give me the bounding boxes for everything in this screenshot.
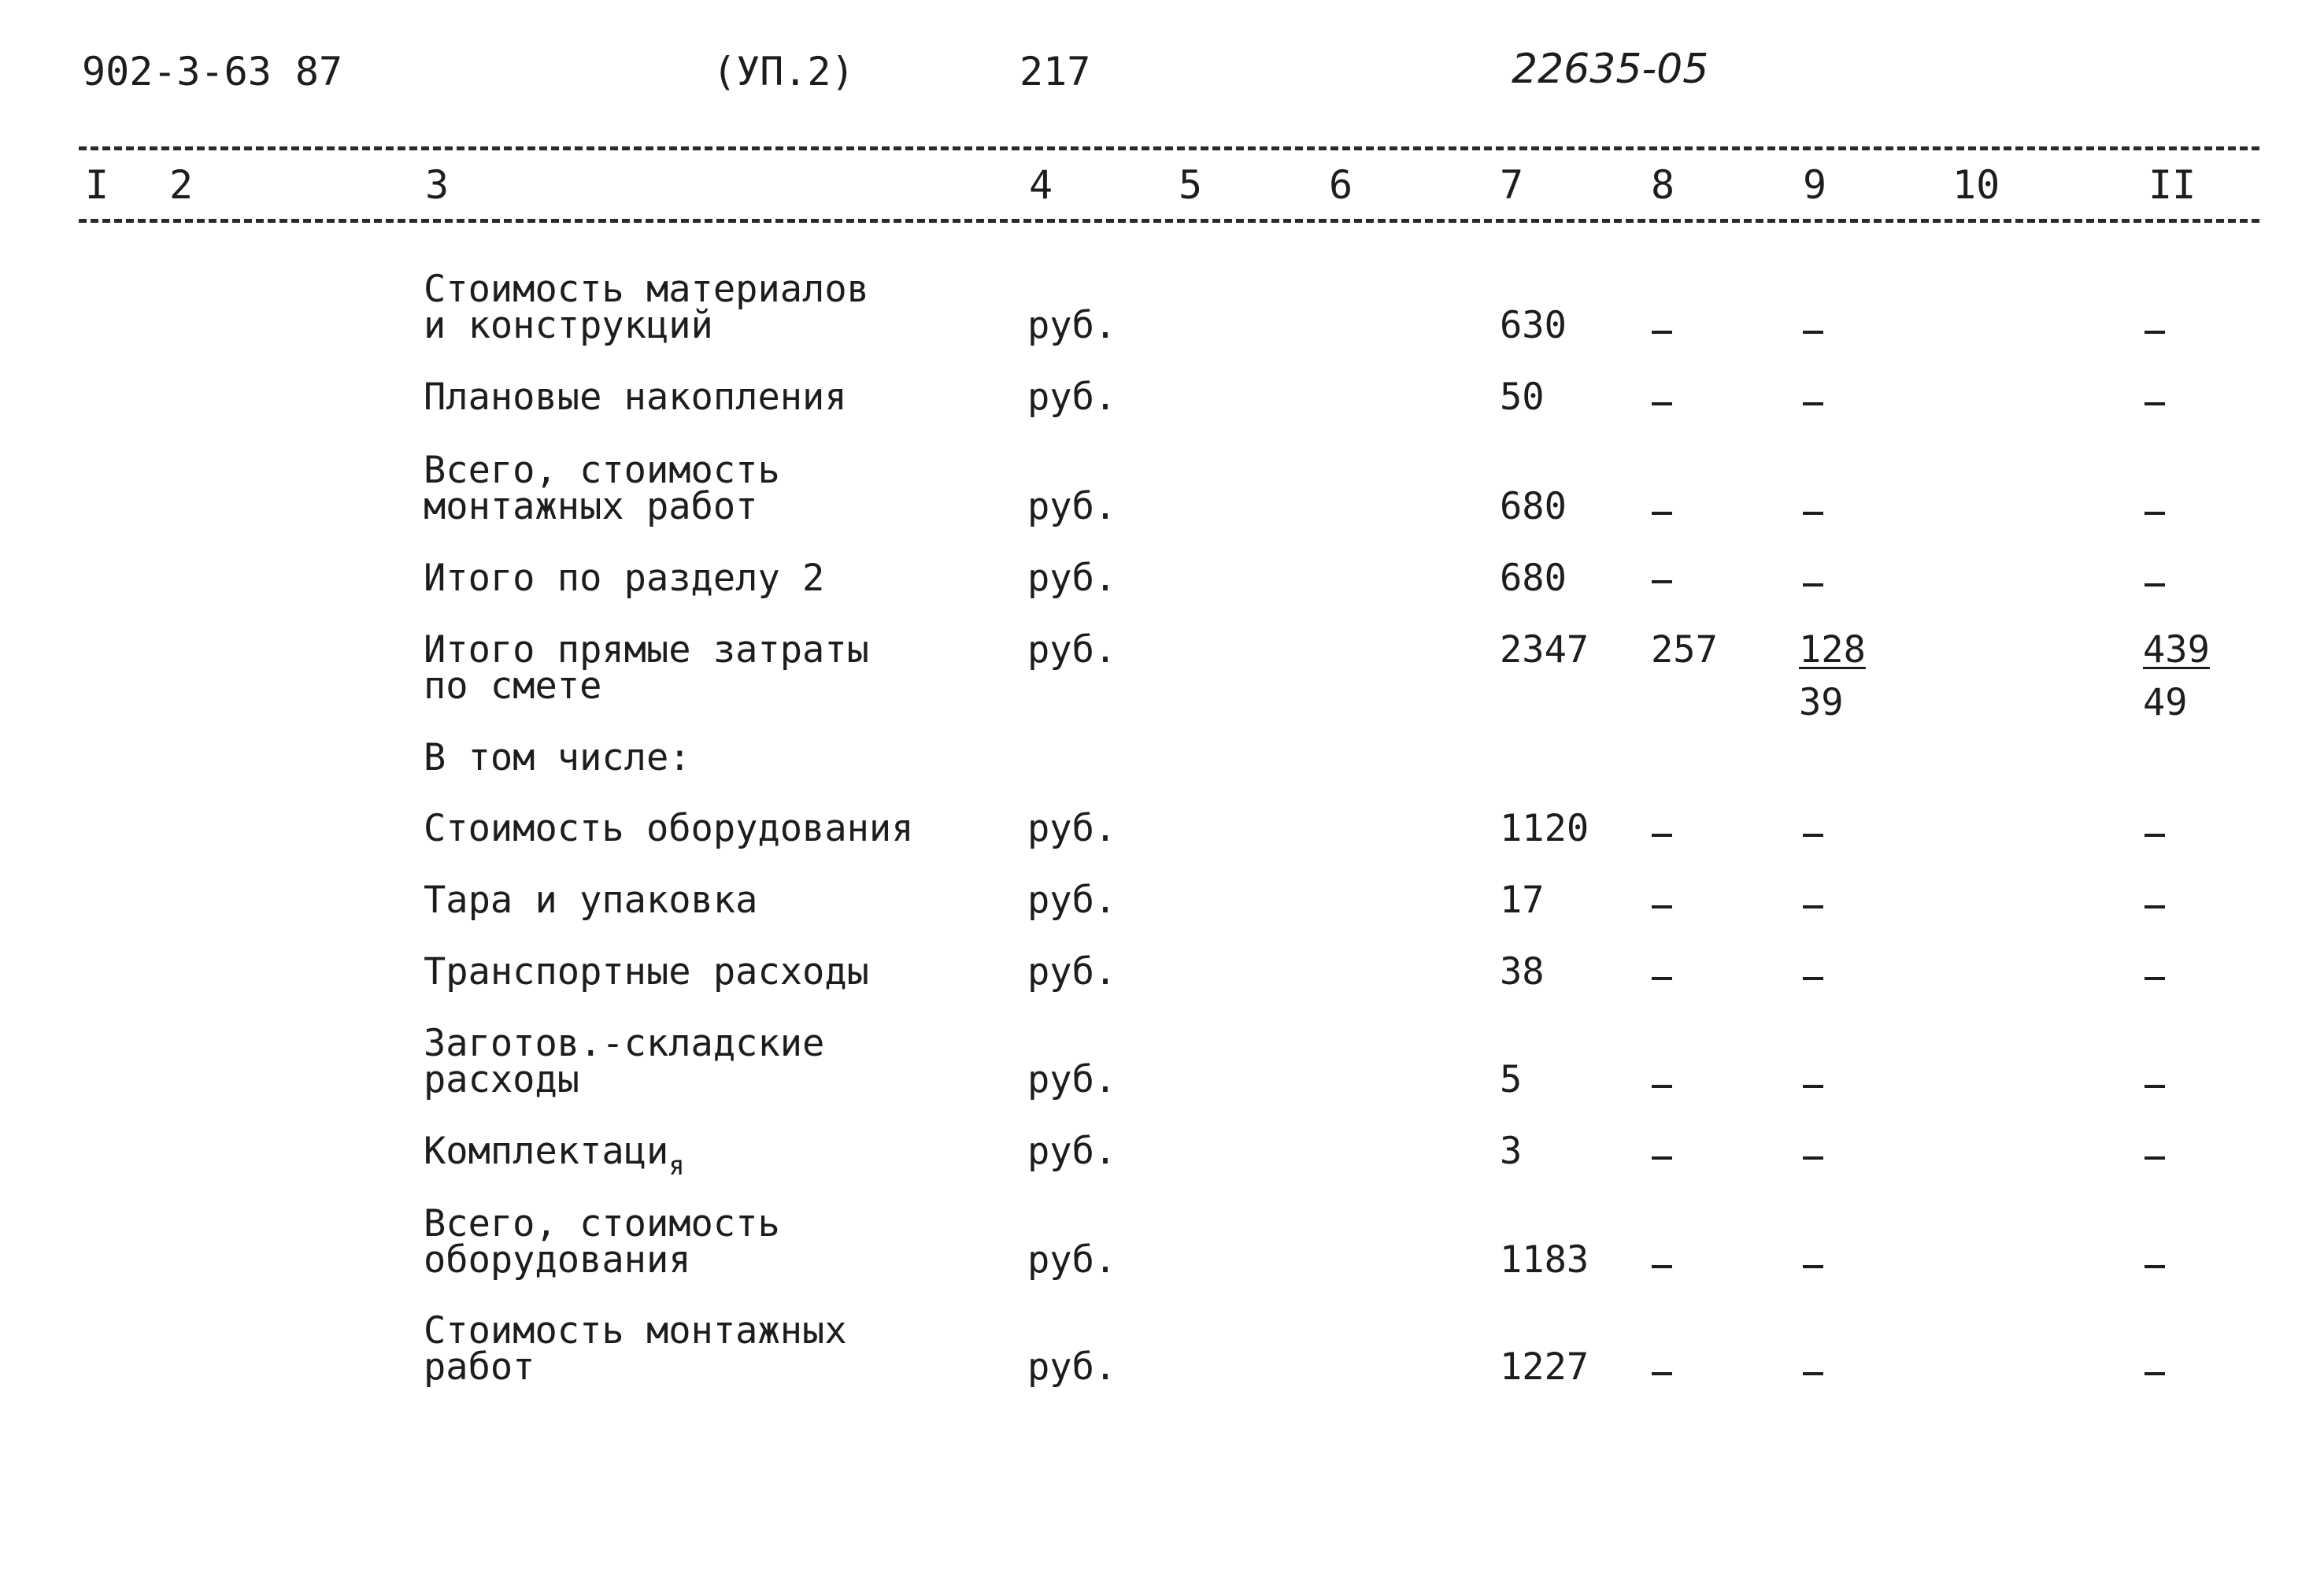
row-unit: руб.	[1027, 557, 1117, 600]
row-col11-value: 439	[2143, 628, 2210, 672]
row-col9-dash	[1803, 977, 1823, 980]
row-name-line: работ	[424, 1345, 535, 1389]
row-col7-value: 5	[1500, 1058, 1523, 1101]
row-col7-value: 680	[1500, 557, 1567, 600]
row-name-line: Стоимость оборудования	[424, 807, 914, 850]
row-col7-value: 2347	[1500, 628, 1589, 672]
row-col11-dash	[2145, 1085, 2165, 1088]
row-col11-subvalue: 49	[2143, 681, 2188, 724]
column-number-6: 6	[1329, 162, 1353, 208]
row-col9-dash	[1803, 512, 1823, 515]
row-col9-dash	[1803, 1156, 1823, 1160]
row-col8-dash	[1652, 1156, 1672, 1160]
row-name-line: Заготов.-складские	[424, 1022, 825, 1065]
column-number-9: 9	[1803, 162, 1827, 208]
row-col9-dash	[1803, 402, 1823, 405]
row-col8-dash	[1652, 1265, 1672, 1268]
column-number-8: 8	[1651, 162, 1675, 208]
row-col8-dash	[1652, 1085, 1672, 1088]
row-name-subscript: я	[668, 1150, 685, 1182]
document-code: 902-3-63 87	[82, 49, 343, 94]
row-unit: руб.	[1027, 376, 1117, 419]
page-number: 217	[1020, 49, 1091, 94]
column-number-7: 7	[1500, 162, 1524, 208]
row-name-line: Всего, стоимость	[424, 449, 780, 492]
row-col8-dash	[1652, 402, 1672, 405]
row-name-line: Итого по разделу 2	[424, 557, 825, 600]
row-unit: руб.	[1027, 1345, 1117, 1389]
row-name-line: оборудования	[424, 1238, 691, 1282]
row-unit: руб.	[1027, 879, 1117, 922]
row-col9-dash	[1803, 1265, 1823, 1268]
column-number-4: 4	[1029, 162, 1053, 208]
row-col7-value: 1120	[1500, 807, 1589, 850]
row-col11-dash	[2145, 1265, 2165, 1268]
row-col9-dash	[1803, 1085, 1823, 1088]
row-col8-dash	[1652, 331, 1672, 334]
row-col11-dash	[2145, 512, 2165, 515]
row-col8-dash	[1652, 905, 1672, 908]
column-number-10: 10	[1952, 162, 2000, 208]
row-col11-dash	[2145, 834, 2165, 837]
row-name-line: Стоимость монтажных	[424, 1309, 847, 1352]
row-unit: руб.	[1027, 628, 1117, 672]
row-col7-value: 680	[1500, 485, 1567, 528]
column-number-2: 2	[169, 162, 194, 208]
row-name-line: В том числе:	[424, 736, 691, 779]
row-name-line: Стоимость материалов	[424, 268, 869, 311]
row-col11-dash	[2145, 402, 2165, 405]
row-unit: руб.	[1027, 485, 1117, 528]
row-col7-value: 50	[1500, 376, 1545, 419]
row-name-line: расходы	[424, 1058, 580, 1101]
row-col9-dash	[1803, 834, 1823, 837]
row-col7-value: 630	[1500, 304, 1567, 347]
row-col9-value: 128	[1799, 628, 1866, 672]
column-number-1: I	[85, 162, 109, 208]
row-col11-dash	[2145, 331, 2165, 334]
row-col7-value: 38	[1500, 950, 1545, 994]
row-name-line	[424, 1130, 685, 1182]
row-unit: руб.	[1027, 1238, 1117, 1282]
row-name-line: по смете	[424, 664, 602, 708]
row-name-line: и конструкций	[424, 304, 713, 347]
column-number-3: 3	[425, 162, 450, 208]
row-col11-dash	[2145, 1372, 2165, 1375]
row-name-line: Всего, стоимость	[424, 1202, 780, 1245]
row-col11-dash	[2145, 1156, 2165, 1160]
row-unit: руб.	[1027, 304, 1117, 347]
row-col7-value: 17	[1500, 879, 1545, 922]
row-col9-dash	[1803, 905, 1823, 908]
row-col11-dash	[2145, 583, 2165, 586]
row-unit: руб.	[1027, 807, 1117, 850]
row-name-line: Тара и упаковка	[424, 879, 758, 922]
archive-number: 22635-05	[1512, 46, 1709, 93]
row-col8-dash	[1652, 834, 1672, 837]
row-col9-dash	[1803, 331, 1823, 334]
row-name-line: Итого прямые затраты	[424, 628, 869, 672]
column-number-11: II	[2148, 162, 2196, 208]
row-col8-dash	[1652, 580, 1672, 583]
row-name-line: Плановые накопления	[424, 376, 847, 419]
row-col8-value: 257	[1651, 628, 1718, 672]
row-unit: руб.	[1027, 1058, 1117, 1101]
row-name-line: Транспортные расходы	[424, 950, 869, 994]
row-unit: руб.	[1027, 1130, 1117, 1173]
row-col9-subvalue: 39	[1799, 681, 1844, 724]
row-col7-value: 1227	[1500, 1345, 1589, 1389]
table-header-top-rule	[79, 146, 2259, 150]
row-col11-dash	[2145, 905, 2165, 908]
table-header-bottom-rule	[79, 219, 2259, 223]
row-col8-dash	[1652, 1372, 1672, 1375]
row-col7-value: 1183	[1500, 1238, 1589, 1282]
row-col9-dash	[1803, 583, 1823, 586]
row-name-main: Комплектаци	[424, 1130, 669, 1173]
row-name-line: монтажных работ	[424, 485, 758, 528]
row-col8-dash	[1652, 977, 1672, 980]
sheet-label: (УП.2)	[712, 49, 855, 94]
row-col7-value: 3	[1500, 1130, 1523, 1173]
row-col8-dash	[1652, 512, 1672, 515]
row-unit: руб.	[1027, 950, 1117, 994]
row-col11-dash	[2145, 977, 2165, 980]
column-number-5: 5	[1179, 162, 1203, 208]
row-col9-dash	[1803, 1372, 1823, 1375]
